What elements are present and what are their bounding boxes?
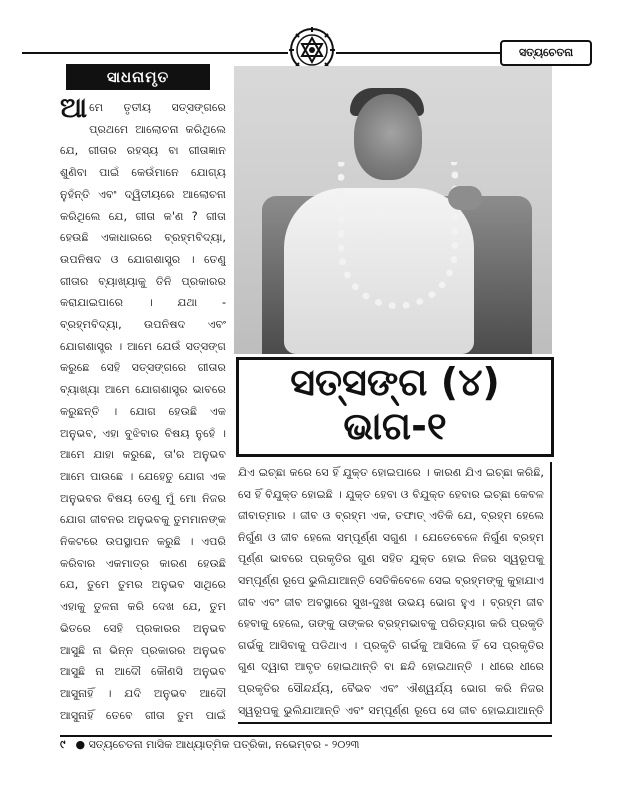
drop-cap: ଆ [60,97,88,124]
publication-info: ● ସତ୍ୟଚେତନା ମାସିକ ଆଧ୍ୟାତ୍ମିକ ପତ୍ରିକା, ନଭେମ୍ବର - ୨୦୨୩ [75,738,360,751]
main-column [238,462,552,724]
page-footer [60,735,552,753]
article-title-box [236,357,554,457]
raised-hand [448,186,482,210]
article-title: ସତ୍ସଙ୍ଗ (୪) [290,360,500,404]
brand-text: ସତ୍ୟଚେତନା [518,46,574,59]
lead-paragraph: ମେ ତୃତୀୟ ସତ୍ସଙ୍ଗରେ ପ୍ରଥମେ ଆଲୋଚନା କରିଥିଲେ ଯେ, ଗୀତାର ରହସ୍ୟ ବା ଗୀତାଜ୍ଞାନ ଶୁଣିବା ପାଇଁ କେଉଁମାନେ ଯୋଗ୍ୟ ନୁହଁନ୍ତି ଏବଂ ଦ୍ୱିତୀୟରେ ଆଲୋଚନା କରିଥିଲେ ଯେ, ଗୀତା କ'ଣ ? ଗୀତା ହେଉଛି ଏକାଧାରରେ ବ୍ରହ୍ମବିଦ୍ୟା, ଉପନିଷଦ ଓ ଯୋଗଶାସ୍ତ୍ର । ତେଣୁ ଗୀତାର ବ୍ୟାଖ୍ୟାକୁ ତିନି ପ୍ରକାରର କରାଯାଇପାରେ । ଯଥା - ବ୍ରହ୍ମବିଦ୍ୟା, ଉପନିଷଦ ଏବଂ ଯୋଗଶାସ୍ତ୍ର । ଆମେ ଯେଉଁ ସତ୍ସଙ୍ଗ କରୁଛେ ସେହି ସତ୍ସଙ୍ଗରେ ଗୀତାର ବ୍ୟାଖ୍ୟା ଆମେ ଯୋଗଶାସ୍ତ୍ର ଭାବରେ କରୁଛନ୍ତି । ଯୋଗ ହେଉଛି ଏକ ଅନୁଭବ, ଏହା ବୁଝିବାର ବିଷୟ ନୁହେଁ । ଆମେ ଯାହା କରୁଛେ, ତା'ର ଅନୁଭବ ଆମେ ପାଉଛେ । ଯେହେତୁ ଯୋଗ ଏକ ଅନୁଭବର ବିଷୟ ତେଣୁ ମୁଁ ମୋ ନିଜର ଯୋଗ ଜୀବନର ଅନୁଭବକୁ ତୁମମାନଙ୍କ ନିକଟରେ ଉପସ୍ଥାପନ କରୁଛି । ଏପରି କରିବାର ଏକମାତ୍ର କାରଣ ହେଉଛି ଯେ, ତୁମେ ତୁମର ଅନୁଭବ ସାଥିରେ ଏହାକୁ ତୁଳନା କରି ଦେଖ ଯେ, ତୁମ ଭିତରେ ସେହି ପ୍ରକାରର ଅନୁଭବ ଆସୁଛି ନା ଭିନ୍ନ ପ୍ରକାରର ଅନୁଭବ ଆସୁଛି ନା ଆଦୌ କୌଣସି ଅନୁଭବ ଆସୁନାହିଁ । ଯଦି ଅନୁଭବ ଆଦୌ ଆସୁନାହିଁ ତେବେ ଗୀତା ତୁମ ପାଇଁ [60,101,226,722]
lead-column [60,97,226,725]
section-title [66,64,210,90]
flower-garland [338,162,458,309]
guru-photo [234,66,552,354]
magazine-brand [500,40,592,66]
article-subtitle: ଭାଗ-୧ [343,404,447,448]
main-paragraph: ଯିଏ ଇଚ୍ଛା କରେ ସେ ହିଁ ଯୁକ୍ତ ହୋଇପାରେ । କାରଣ ଯିଏ ଇଚ୍ଛା କରିଛି, ସେ ହିଁ ବିଯୁକ୍ତ ହୋଇଛି । ଯୁକ୍ତ ହେବା ଓ ବିଯୁକ୍ତ ହେବାର ଇଚ୍ଛା କେବଳ ଜୀବାତ୍ମାର । ଜୀବ ଓ ବ୍ରହ୍ମ ଏକ, ତଫାତ୍ ଏତିକି ଯେ, ବ୍ରହ୍ମ ହେଲେ ନିର୍ଗୁଣ ଓ ଜୀବ ହେଲେ ସମ୍ପୂର୍ଣ୍ଣ ସଗୁଣ । ଯେତେବେଳେ ନିର୍ଗୁଣ ବ୍ରହ୍ମ ପୂର୍ଣ୍ଣ ଭାବରେ ପ୍ରକୃତିର ଗୁଣ ସହିତ ଯୁକ୍ତ ହୋଇ ନିଜର ସ୍ୱରୂପକୁ ସମ୍ପୂର୍ଣ୍ଣ ରୂପେ ଭୁଲିଯାଆନ୍ତି ସେତିକିବେଳେ ସେଇ ବ୍ରହ୍ମଙ୍କୁ କୁହାଯାଏ ଜୀବ ଏବଂ ଜୀବ ଅବସ୍ଥାରେ ସୁଖ-ଦୁଃଖ ଉଭୟ ଭୋଗ ହୁଏ । ବ୍ରହ୍ମ ଜୀବ ହେବାକୁ ହେଲେ, ତାଙ୍କୁ ତାଙ୍କର ବ୍ରହ୍ମଭାବକୁ ପରିତ୍ୟାଗ କରି ପ୍ରକୃତି ଗର୍ଭକୁ ଆସିବାକୁ ପଡିଥାଏ । ପ୍ରକୃତି ଗର୍ଭକୁ ଆସିଲେ ହିଁ ସେ ପ୍ରକୃତିର ଗୁଣ ଦ୍ୱାରା ଆବୃତ ହୋଇଥାନ୍ତି ବା ଛନ୍ଦି ହୋଇଥାନ୍ତି । ଧୀରେ ଧୀରେ ପ୍ରକୃତିର ସୌନ୍ଦର୍ଯ୍ୟ, ବୈଭବ ଏବଂ ଐଶ୍ୱର୍ଯ୍ୟ ଭୋଗ କରି ନିଜର ସ୍ୱରୂପକୁ ଭୁଲିଯାଆନ୍ତି ଏବଂ ସମ୍ପୂର୍ଣ୍ଣ ରୂପେ ସେ ଜୀବ ହୋଇଯାଆନ୍ତି [238,466,544,717]
section-title-text: ସାଧନାମୃତ [106,68,170,86]
page-number: ୯ [60,738,66,751]
